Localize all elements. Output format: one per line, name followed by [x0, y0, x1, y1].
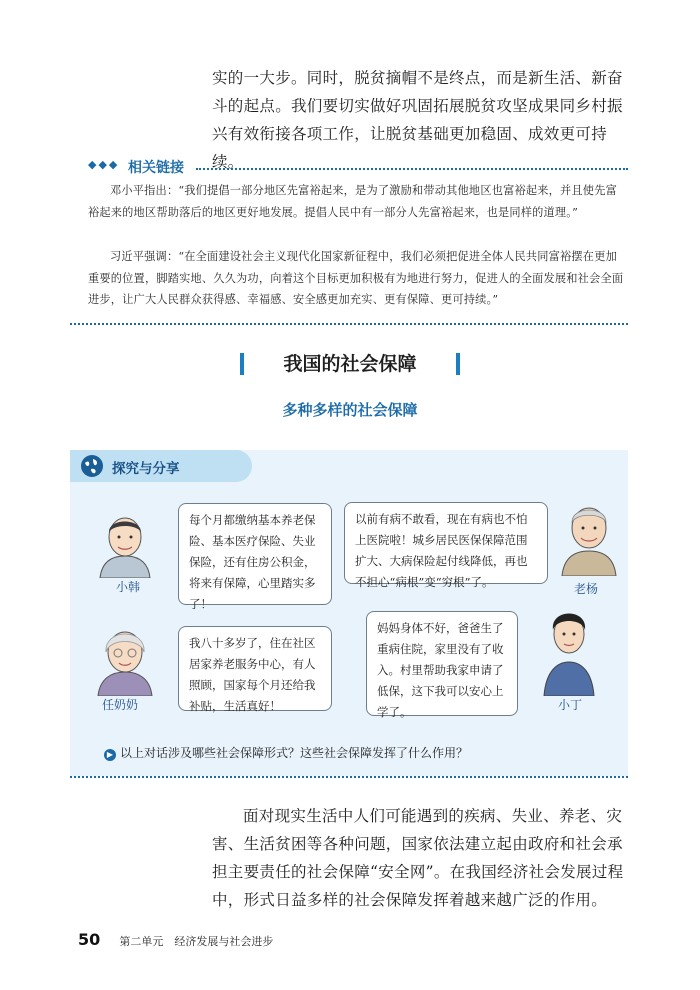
paragraph-top: 实的一大步。同时，脱贫摘帽不是终点，而是新生活、新奋斗的起点。我们要切实做好巩固拓展脱贫攻坚成果同乡村振兴有效衔接各项工作，让脱贫基础更加稳固、成效更可持续。 — [212, 69, 623, 171]
dotted-divider — [196, 168, 628, 170]
page-number: 50 — [78, 930, 101, 949]
speech-bubble-xiaoding: 妈妈身体不好，爸爸生了重病住院，家里没有了收入。村里帮助我家申请了低保，这下我可以安心上学了。 — [366, 611, 518, 716]
related-link-title: 相关链接 — [128, 160, 184, 176]
section-title-block — [240, 349, 460, 379]
speech-bubble-laoyang: 以前有病不敢看，现在有病也不怕上医院啦！城乡居民医保保障范围扩大、大病保险起付线降低，再也不担心“病根”变“穷根”了。 — [344, 502, 548, 584]
quote-deng: 邓小平指出：“我们提倡一部分地区先富裕起来，是为了激励和带动其他地区也富裕起来，并且使先富裕起来的地区帮助落后的地区更好地发展。提倡人民中有一部分人先富裕起来，也是同样的道理。” — [88, 184, 617, 219]
globe-icon — [80, 454, 104, 478]
person-grandma-ren-icon — [92, 622, 158, 696]
subsection-title: 多种多样的社会保障 — [282, 401, 418, 419]
section-title: 我国的社会保障 — [283, 353, 417, 375]
person-xiaohan-icon — [92, 510, 158, 578]
speech-bubble-xiaohan: 每个月都缴纳基本养老保险、基本医疗保险、失业保险，还有住房公积金，将来有保障，心里踏实多了！ — [178, 503, 332, 605]
name-xiaohan: 小韩 — [116, 580, 141, 594]
person-laoyang-icon — [554, 496, 624, 576]
diamond-icon: ◆◆◆ — [88, 158, 120, 171]
speech-bubble-grandma-ren: 我八十多岁了，住在社区居家养老服务中心，有人照顾，国家每个月还给我补贴，生活真好！ — [178, 626, 332, 711]
paragraph-bottom: 面对现实生活中人们可能遇到的疾病、失业、养老、灾害、生活贫困等各种问题，国家依法建立起由政府和社会承担主要责任的社会保障“安全网”。在我国经济社会发展过程中，形式日益多样的社会保障发挥着越来越广泛的作用。 — [212, 807, 624, 909]
dotted-divider-bottom — [70, 323, 628, 325]
discussion-question — [104, 744, 468, 761]
name-laoyang: 老杨 — [574, 582, 599, 596]
related-link-header — [88, 158, 628, 178]
name-grandma-ren: 任奶奶 — [102, 698, 139, 712]
quote-xi: 习近平强调：“在全面建设社会主义现代化国家新征程中，我们必须把促进全体人民共同富裕摆在更加重要的位置，脚踏实地、久久为功，向着这个目标更加积极有为地进行努力，促进人的全面发展和社会全面进步，让广大人民群众获得感、幸福感、安全感更加充实、更有保障、更可持续。” — [88, 250, 624, 306]
explore-title: 探究与分享 — [112, 461, 180, 477]
play-arrow-icon: ▶ — [104, 749, 116, 761]
unit-title: 第二单元 经济发展与社会进步 — [119, 935, 274, 948]
page-footer — [78, 930, 273, 949]
explore-bottom-divider — [70, 776, 628, 778]
title-bar-left — [240, 353, 244, 375]
name-xiaoding: 小丁 — [558, 698, 583, 712]
question-text: 以上对话涉及哪些社会保障形式？这些社会保障发挥了什么作用？ — [120, 746, 469, 760]
title-bar-right — [456, 353, 460, 375]
person-xiaoding-icon — [536, 600, 602, 696]
